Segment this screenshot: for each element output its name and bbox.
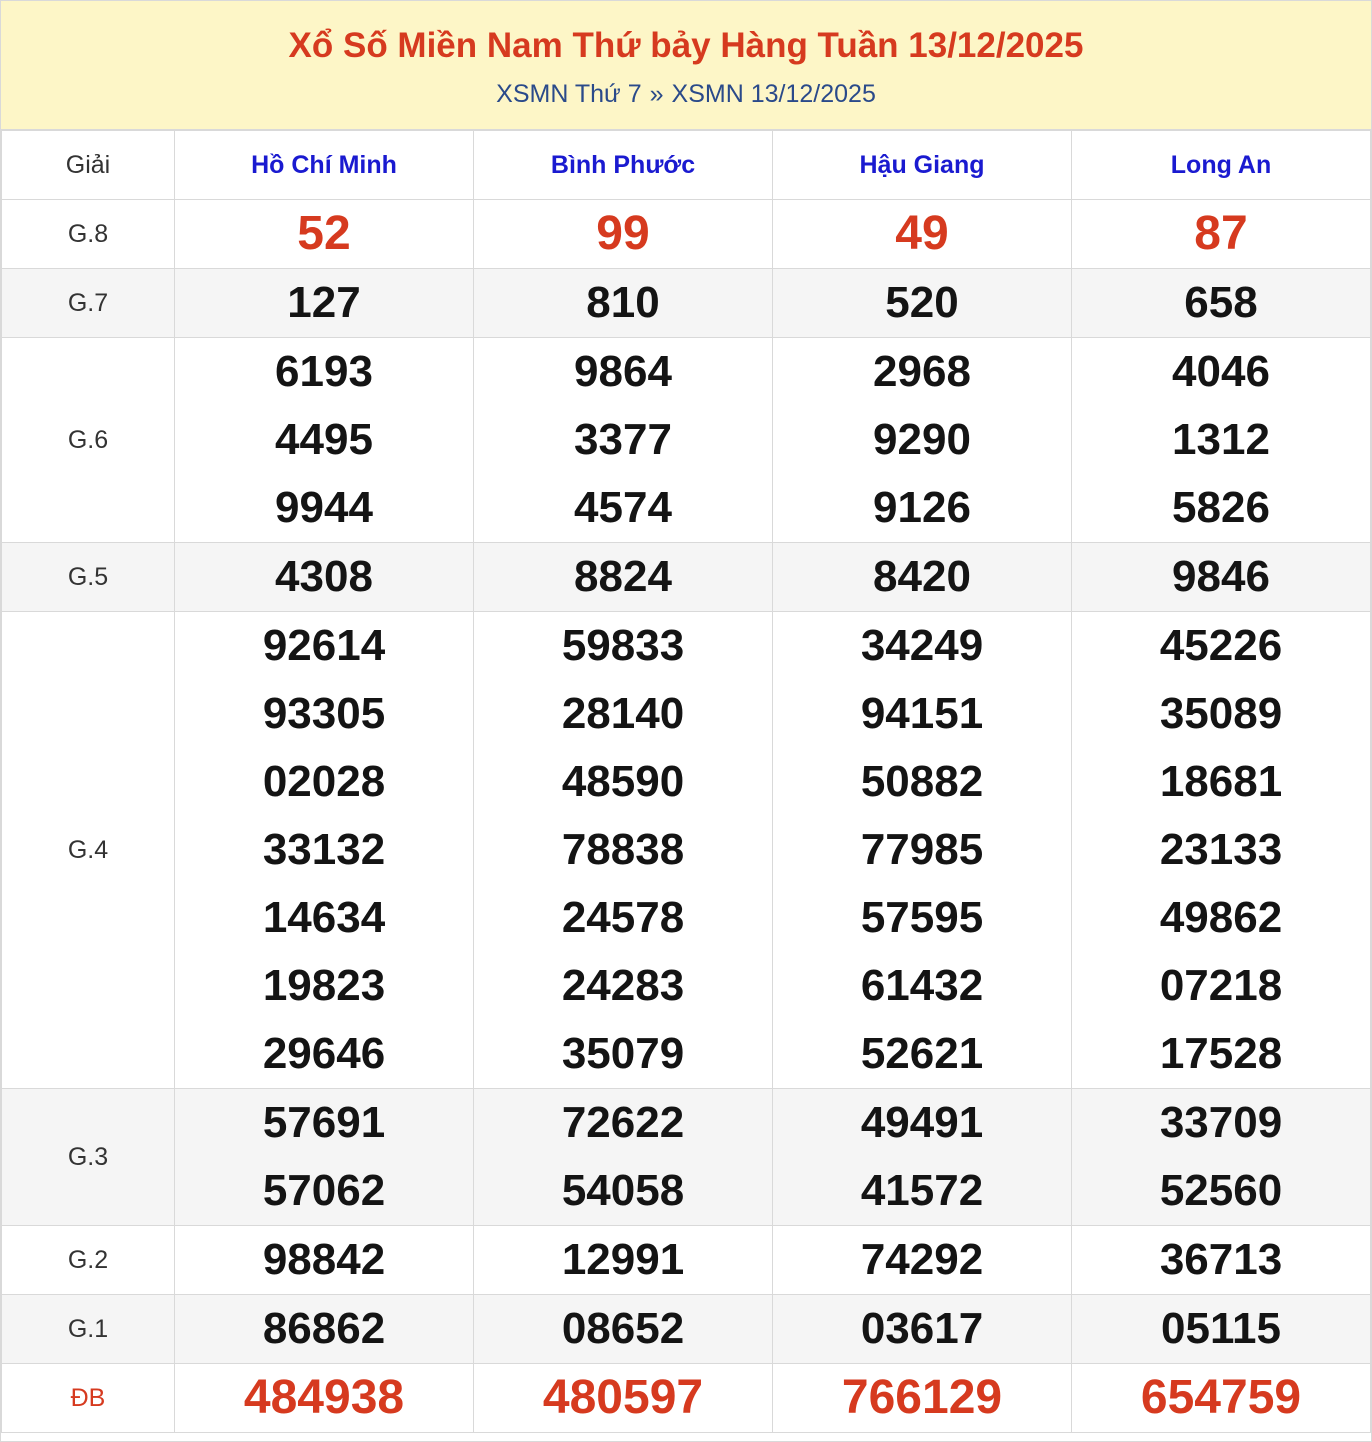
- result-number: 02028: [262, 757, 386, 806]
- result-number: 33132: [262, 825, 386, 874]
- result-number: 35089: [1159, 689, 1283, 738]
- result-number: 6193: [275, 347, 373, 396]
- result-cell: [175, 1364, 474, 1433]
- result-number: 54058: [561, 1166, 685, 1215]
- result-cell: [474, 1226, 773, 1295]
- result-number: 4046: [1172, 347, 1270, 396]
- result-cell: [474, 612, 773, 1089]
- province-header-ho-chi-minh[interactable]: Hồ Chí Minh: [175, 131, 474, 200]
- result-cell: [1072, 612, 1371, 1089]
- special-result-number: 654759: [1140, 1371, 1302, 1424]
- result-number: 94151: [860, 689, 984, 738]
- result-number: 57062: [262, 1166, 386, 1215]
- result-number: 52: [297, 207, 351, 260]
- result-number: 99: [596, 207, 650, 260]
- province-header-long-an[interactable]: Long An: [1072, 131, 1371, 200]
- result-number: 49491: [860, 1098, 984, 1147]
- result-number: 48590: [561, 757, 685, 806]
- result-number: 520: [885, 278, 959, 327]
- result-cell: [474, 543, 773, 612]
- result-number: 9944: [275, 483, 373, 532]
- result-number: 658: [1184, 278, 1258, 327]
- result-number: 78838: [561, 825, 685, 874]
- result-number: 4308: [275, 552, 373, 601]
- result-number: 14634: [262, 893, 386, 942]
- result-number: 810: [586, 278, 660, 327]
- result-number: 03617: [860, 1304, 984, 1353]
- result-cell: [1072, 1364, 1371, 1433]
- result-number: 57595: [860, 893, 984, 942]
- prize-row-g5: [2, 543, 1371, 612]
- result-number: 8824: [574, 552, 672, 601]
- result-number: 29646: [262, 1029, 386, 1078]
- prize-label: G.8: [2, 200, 175, 269]
- result-cell: [1072, 1295, 1371, 1364]
- results-table: [1, 130, 1371, 1433]
- result-number: 9126: [873, 483, 971, 532]
- result-cell: [1072, 1089, 1371, 1226]
- result-number: 92614: [262, 621, 386, 670]
- prize-label: G.6: [2, 338, 175, 543]
- result-cell: [1072, 200, 1371, 269]
- prize-row-g6: [2, 338, 1371, 543]
- prize-row-g1: [2, 1295, 1371, 1364]
- table-header-row: [2, 131, 1371, 200]
- result-number: 05115: [1161, 1304, 1281, 1353]
- result-cell: [773, 338, 1072, 543]
- breadcrumb-link-weekday[interactable]: XSMN Thứ 7: [496, 80, 642, 108]
- breadcrumb-link-date[interactable]: XSMN 13/12/2025: [671, 80, 876, 108]
- result-cell: [474, 200, 773, 269]
- result-number: 49862: [1159, 893, 1283, 942]
- prize-row-g4: [2, 612, 1371, 1089]
- result-cell: [175, 269, 474, 338]
- result-number: 86862: [262, 1304, 386, 1353]
- result-number: 45226: [1159, 621, 1283, 670]
- result-cell: [175, 543, 474, 612]
- result-number: 34249: [860, 621, 984, 670]
- result-cell: [474, 1364, 773, 1433]
- prize-row-g2: [2, 1226, 1371, 1295]
- result-number: 07218: [1159, 961, 1283, 1010]
- result-cell: [1072, 1226, 1371, 1295]
- result-number: 24578: [561, 893, 685, 942]
- result-number: 74292: [860, 1235, 984, 1284]
- result-number: 1312: [1172, 415, 1270, 464]
- result-number: 8420: [873, 552, 971, 601]
- special-result-number: 484938: [243, 1371, 405, 1424]
- prize-row-g3: [2, 1089, 1371, 1226]
- result-cell: [175, 338, 474, 543]
- prize-label: G.4: [2, 612, 175, 1089]
- result-number: 17528: [1159, 1029, 1283, 1078]
- result-number: 18681: [1159, 757, 1283, 806]
- result-cell: [175, 200, 474, 269]
- result-number: 5826: [1172, 483, 1270, 532]
- result-number: 23133: [1159, 825, 1283, 874]
- result-cell: [474, 1089, 773, 1226]
- prize-column-header: Giải: [2, 131, 175, 200]
- result-cell: [1072, 338, 1371, 543]
- result-number: 49: [895, 207, 949, 260]
- result-number: 52621: [860, 1029, 984, 1078]
- result-cell: [474, 338, 773, 543]
- result-number: 19823: [262, 961, 386, 1010]
- result-cell: [175, 612, 474, 1089]
- special-result-number: 480597: [542, 1371, 704, 1424]
- result-cell: [474, 269, 773, 338]
- prize-label: G.1: [2, 1295, 175, 1364]
- result-number: 61432: [860, 961, 984, 1010]
- result-cell: [175, 1226, 474, 1295]
- prize-label: G.2: [2, 1226, 175, 1295]
- result-number: 50882: [860, 757, 984, 806]
- result-number: 4495: [275, 415, 373, 464]
- result-number: 98842: [262, 1235, 386, 1284]
- prize-row-g7: [2, 269, 1371, 338]
- result-number: 72622: [561, 1098, 685, 1147]
- result-number: 24283: [561, 961, 685, 1010]
- prize-label: G.3: [2, 1089, 175, 1226]
- prize-label: G.5: [2, 543, 175, 612]
- result-cell: [175, 1089, 474, 1226]
- result-number: 127: [287, 278, 361, 327]
- results-header: [1, 1, 1371, 130]
- result-number: 59833: [561, 621, 685, 670]
- result-number: 28140: [561, 689, 685, 738]
- result-number: 9290: [873, 415, 971, 464]
- result-number: 33709: [1159, 1098, 1283, 1147]
- result-number: 52560: [1159, 1166, 1283, 1215]
- result-cell: [175, 1295, 474, 1364]
- result-number: 9864: [574, 347, 672, 396]
- result-cell: [773, 543, 1072, 612]
- result-number: 3377: [574, 415, 672, 464]
- result-number: 9846: [1172, 552, 1270, 601]
- breadcrumb-separator: »: [649, 80, 664, 108]
- prize-label: G.7: [2, 269, 175, 338]
- result-cell: [773, 1089, 1072, 1226]
- result-number: 36713: [1159, 1235, 1283, 1284]
- result-cell: [773, 200, 1072, 269]
- result-number: 08652: [561, 1304, 685, 1353]
- result-cell: [1072, 269, 1371, 338]
- prize-row-special: [2, 1364, 1371, 1433]
- result-number: 57691: [262, 1098, 386, 1147]
- result-number: 93305: [262, 689, 386, 738]
- result-number: 12991: [561, 1235, 685, 1284]
- result-number: 35079: [561, 1029, 685, 1078]
- result-number: 87: [1194, 207, 1248, 260]
- prize-label: ĐB: [2, 1364, 175, 1433]
- page-title: Xổ Số Miền Nam Thứ bảy Hàng Tuần 13/12/2025: [288, 26, 1084, 65]
- breadcrumb: [1, 80, 1371, 108]
- special-result-number: 766129: [841, 1371, 1003, 1424]
- result-cell: [773, 1226, 1072, 1295]
- province-header-hau-giang[interactable]: Hậu Giang: [773, 131, 1072, 200]
- result-cell: [474, 1295, 773, 1364]
- result-number: 2968: [873, 347, 971, 396]
- result-number: 77985: [860, 825, 984, 874]
- province-header-binh-phuoc[interactable]: Bình Phước: [474, 131, 773, 200]
- prize-row-g8: [2, 200, 1371, 269]
- result-number: 41572: [860, 1166, 984, 1215]
- result-cell: [773, 1364, 1072, 1433]
- result-cell: [1072, 543, 1371, 612]
- result-cell: [773, 612, 1072, 1089]
- result-number: 4574: [574, 483, 672, 532]
- result-cell: [773, 1295, 1072, 1364]
- result-cell: [773, 269, 1072, 338]
